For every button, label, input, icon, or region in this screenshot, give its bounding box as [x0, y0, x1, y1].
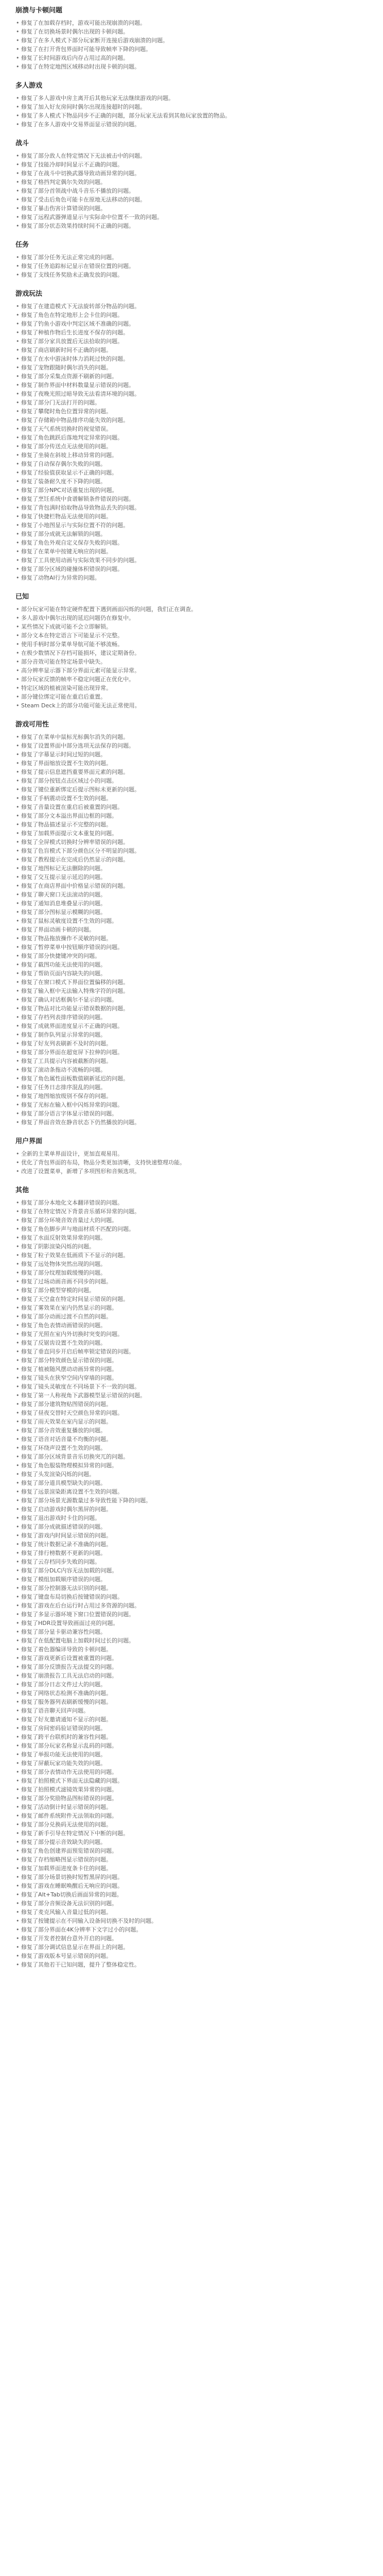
list-item: • 修复了通知消息堆叠显示的问题。 — [15, 899, 368, 908]
list-item: • 全新的主菜单界面设计，更加直观易用。 — [15, 1149, 368, 1158]
section-item-list — [15, 19, 368, 71]
list-item: • 修复了字幕显示时间过短的问题。 — [15, 750, 368, 759]
list-item: • 修复了界面音效在静音状态下仍然播放的问题。 — [15, 1118, 368, 1127]
list-item: • 修复了部分敌人在特定情况下无法被击中的问题。 — [15, 151, 368, 160]
list-item: • 部分键位绑定可能在重启后重置。 — [15, 692, 368, 701]
list-item: • 修复了部分道具模型缺失的问题。 — [15, 1479, 368, 1487]
list-item: • 修复了排行榜数据不更新的问题。 — [15, 1549, 368, 1557]
section-item-list — [15, 302, 368, 582]
section-item-list — [15, 605, 368, 710]
list-item: • 修复了头发渲染闪烁的问题。 — [15, 1470, 368, 1479]
list-item: • 修复了在打开背包界面时可能导致帧率下降的问题。 — [15, 45, 368, 54]
list-item: • 修复了雨天效果在室内显示的问题。 — [15, 1417, 368, 1426]
list-item: • 修复了崩溃报告工具无法启动的问题。 — [15, 1671, 368, 1680]
list-item: • 修复了背包满时拾取物品导致物品丢失的问题。 — [15, 503, 368, 512]
list-item: • 修复了物品描述显示不完整的问题。 — [15, 820, 368, 829]
list-item: • 修复了加载界面进度条卡住的问题。 — [15, 1864, 368, 1873]
list-item: • 修复了界面缩放设置不生效的问题。 — [15, 759, 368, 768]
list-item: • 修复了云存档同步失败的问题。 — [15, 1557, 368, 1566]
list-item: • 修复了任务日志排序混乱的问题。 — [15, 1083, 368, 1092]
list-item: • 修复了模组加载顺序错误的问题。 — [15, 1575, 368, 1584]
list-item: • 修复了角色创建界面预览错误的问题。 — [15, 1846, 368, 1855]
section-title: 战斗 — [15, 140, 29, 147]
list-item: • 修复了部分界面在超宽屏下拉伸的问题。 — [15, 1048, 368, 1057]
list-item: • 在极少数情况下存档可能损坏，建议定期备份。 — [15, 649, 368, 657]
list-item: • 修复了在多人游戏中交易界面显示错误的问题。 — [15, 120, 368, 129]
list-item: • 修复了在水中游泳时体力消耗过快的问题。 — [15, 354, 368, 363]
list-item: • 修复了过场动画音画不同步的问题。 — [15, 1277, 368, 1286]
list-item: • 修复了部分任务无法正常完成的问题。 — [15, 253, 368, 262]
section-item-list — [15, 1198, 368, 1969]
list-item: • 修复了部分文本溢出界面边框的问题。 — [15, 811, 368, 820]
list-item: • 部分玩家可能在特定硬件配置下遇到画面闪烁的问题，我们正在调查。 — [15, 605, 368, 614]
section-item-list — [15, 733, 368, 1127]
list-item: • 修复了镜头灵敏度在不同场景下不一致的问题。 — [15, 1382, 368, 1391]
list-item: • 部分玩家反馈的帧率不稳定问题正在优化中。 — [15, 675, 368, 684]
list-item: • 修复了部分图标显示模糊的问题。 — [15, 908, 368, 917]
list-item: • 修复了多人模式下物品同步不正确的问题，部分玩家无法看到其他玩家放置的物品。 — [15, 111, 368, 120]
list-item: • 修复了部分提示音效缺失的问题。 — [15, 1838, 368, 1846]
list-item: • 修复了远程武器弹道显示与实际命中位置不一致的问题。 — [15, 213, 368, 222]
list-item: • 修复了远处物体突然出现的问题。 — [15, 1260, 368, 1268]
list-item: • 修复了教程提示在完成后仍然显示的问题。 — [15, 855, 368, 864]
list-item: • 修复了键位重新绑定后提示图标未更新的问题。 — [15, 785, 368, 794]
list-item: • 修复了部分门无法打开的问题。 — [15, 398, 368, 407]
list-item: • 修复了鼠标灵敏度设置不生效的问题。 — [15, 917, 368, 925]
list-item: • 修复了好友列表刷新不及时的问题。 — [15, 1039, 368, 1048]
list-item: • 修复了Alt+Tab切换后画面异常的问题。 — [15, 1890, 368, 1899]
list-item: • 修复了多显示器环境下窗口位置错误的问题。 — [15, 1610, 368, 1619]
list-item: • 修复了音量设置在重启后被重置的问题。 — [15, 803, 368, 811]
section-title: 用户界面 — [15, 1138, 43, 1145]
section-item-list — [15, 151, 368, 230]
section — [15, 81, 368, 129]
section — [15, 1137, 368, 1176]
list-item: • 修复了语音聊天回声问题。 — [15, 1706, 368, 1715]
section-item-list — [15, 94, 368, 129]
list-item: • 修复了部分显卡驱动兼容性问题。 — [15, 1628, 368, 1636]
list-item: • 修复了部分DLC内容无法加载的问题。 — [15, 1566, 368, 1575]
list-item: • 修复了格挡判定偶尔失效的问题。 — [15, 178, 368, 187]
list-item: • 修复了角色属性面板数值刷新延迟的问题。 — [15, 1074, 368, 1083]
section-title: 已知 — [15, 593, 29, 601]
list-item: • 修复了部分玩家名称显示乱码的问题。 — [15, 1741, 368, 1750]
section — [15, 241, 368, 279]
list-item: • 修复了部分建筑物贴图错误的问题。 — [15, 1400, 368, 1409]
list-item: • 修复了支线任务奖励未正确发放的问题。 — [15, 270, 368, 279]
list-item: • 修复了部分控制器无法识别的问题。 — [15, 1584, 368, 1592]
list-item: • 修复了在窗口模式下界面位置偏移的问题。 — [15, 978, 368, 987]
section-title: 游戏玩法 — [15, 290, 43, 298]
list-item: • 修复了暴击伤害计算错误的问题。 — [15, 204, 368, 213]
list-item: • 修复了其他若干已知问题，提升了整体稳定性。 — [15, 1960, 368, 1969]
list-item: • 修复了夜晚光照过暗导致无法看清环境的问题。 — [15, 389, 368, 398]
section-item-list — [15, 253, 368, 279]
list-item: • 修复了在低配置电脑上加载时间过长的问题。 — [15, 1636, 368, 1645]
list-item: • 修复了物品拖放操作不灵敏的问题。 — [15, 934, 368, 943]
section-title: 多人游戏 — [15, 82, 43, 90]
list-item: • 修复了地图缩放级别不保存的问题。 — [15, 1092, 368, 1100]
list-item: • 修复了跨平台联机时的兼容性问题。 — [15, 1733, 368, 1741]
list-item: • 部分文本在特定语言下可能显示不完整。 — [15, 631, 368, 640]
list-item: • 高分辨率显示器下部分界面元素可能显示异常。 — [15, 666, 368, 675]
list-item: • 修复了部分奖励物品图标错误的问题。 — [15, 1794, 368, 1803]
list-item: • 修复了设置界面中部分选项无法保存的问题。 — [15, 741, 368, 750]
list-item: • 修复了邮件系统附件无法领取的问题。 — [15, 1811, 368, 1820]
list-item: • 修复了部分首领战中战斗音乐不播放的问题。 — [15, 187, 368, 195]
list-item: • 修复了商店刷新时间不正确的问题。 — [15, 346, 368, 354]
list-item: • 修复了存档缩略图显示错误的问题。 — [15, 1855, 368, 1864]
list-item: • 修复了角色服装物理模拟异常的问题。 — [15, 1461, 368, 1470]
list-item: • 修复了网络状态检测不准确的问题。 — [15, 1689, 368, 1698]
list-item: • 修复了经验值获取显示不正确的问题。 — [15, 468, 368, 477]
list-item: • 修复了在特定地图区域移动时出现卡顿的问题。 — [15, 62, 368, 71]
list-item: • 修复了部分快捷键冲突的问题。 — [15, 952, 368, 960]
list-item: • 修复了在特定情况下背景音乐循环异常的问题。 — [15, 1207, 368, 1216]
section — [15, 139, 368, 230]
list-item: • 修复了部分采集点资源不刷新的问题。 — [15, 372, 368, 381]
list-item: • 修复了举报功能无法使用的问题。 — [15, 1750, 368, 1759]
list-item: • 修复了垂直同步开启后帧率锁定错误的问题。 — [15, 1347, 368, 1356]
list-item: • 修复了色盲模式下部分颜色区分不明显的问题。 — [15, 846, 368, 855]
list-item: • 修复了地图标记无法删除的问题。 — [15, 864, 368, 873]
list-item: • 修复了技能冷却时间显示不正确的问题。 — [15, 160, 368, 169]
list-item: • 修复了存储箱中物品排序功能失效的问题。 — [15, 416, 368, 425]
list-item: • 修复了受击后角色可能卡在原地无法移动的问题。 — [15, 195, 368, 204]
list-item: • 修复了暂停菜单中按钮顺序错误的问题。 — [15, 943, 368, 952]
list-item: • 修复了部分语言字体显示错误的问题。 — [15, 1109, 368, 1118]
list-item: • 修复了角色脚步声与地面材质不匹配的问题。 — [15, 1225, 368, 1233]
list-item: • 修复了在多人模式下部分玩家断开连接后游戏崩溃的问题。 — [15, 36, 368, 45]
list-item: • 修复了按键提示在不同输入设备间切换不及时的问题。 — [15, 1917, 368, 1925]
list-item: • 修复了制作界面中材料数量显示错误的问题。 — [15, 381, 368, 389]
list-item: • 修复了粒子效果在低画质下不显示的问题。 — [15, 1251, 368, 1260]
list-item: • 修复了坐骑在斜坡上移动异常的问题。 — [15, 451, 368, 460]
list-item: • 修复了语音对话音量不均衡的问题。 — [15, 1435, 368, 1444]
list-item: • 修复了房间密码验证错误的问题。 — [15, 1724, 368, 1733]
list-item: • 修复了部分音频设备无法识别的问题。 — [15, 1899, 368, 1908]
list-item: • 修复了输入框中无法输入特殊字符的问题。 — [15, 987, 368, 995]
section — [15, 290, 368, 582]
list-item: • 修复了游戏内时间显示错误的问题。 — [15, 1531, 368, 1540]
list-item: • 修复了游戏在后台运行时占用过多资源的问题。 — [15, 1601, 368, 1610]
list-item: • 修复了统计数据记录不准确的问题。 — [15, 1540, 368, 1549]
list-item: • 修复了游戏版本号显示错误的问题。 — [15, 1952, 368, 1960]
list-item: • 修复了远景渲染距离设置不生效的问题。 — [15, 1487, 368, 1496]
list-item: • 修复了部分状态效果持续时间不正确的问题。 — [15, 222, 368, 230]
list-item: • 修复了部分纹理加载缓慢的问题。 — [15, 1268, 368, 1277]
list-item: • 部分音效可能在特定场景中缺失。 — [15, 657, 368, 666]
list-item: • 修复了在战斗中切换武器导致动画异常的问题。 — [15, 169, 368, 178]
list-item: • Steam Deck上的部分功能可能无法正常使用。 — [15, 701, 368, 710]
list-item: • 修复了部分环境音效音量过大的问题。 — [15, 1216, 368, 1225]
list-item: • 修复了确认对话框偶尔不显示的问题。 — [15, 995, 368, 1004]
list-item: • 修复了退出游戏时卡住的问题。 — [15, 1514, 368, 1522]
list-item: • 修复了服务器列表刷新缓慢的问题。 — [15, 1698, 368, 1706]
list-item: • 改进了设置菜单，新增了多项图形和音频选项。 — [15, 1167, 368, 1176]
list-item: • 修复了加入好友房间时偶尔出现连接超时的问题。 — [15, 103, 368, 111]
list-item: • 修复了部分传送点无法使用的问题。 — [15, 442, 368, 451]
list-item: • 修复了部分场景切换时短暂黑屏的问题。 — [15, 1873, 368, 1882]
list-item: • 修复了在菜单中按键无响应的问题。 — [15, 547, 368, 556]
list-item: • 修复了存档列表排序错误的问题。 — [15, 1013, 368, 1022]
list-item: • 修复了光标在输入框中闪烁异常的问题。 — [15, 1100, 368, 1109]
list-item: • 修复了雾效果在室内仍然显示的问题。 — [15, 1303, 368, 1312]
list-item: • 修复了多人游戏中房主离开后其他玩家无法继续游戏的问题。 — [15, 94, 368, 103]
list-item: • 修复了小地图显示与实际位置不符的问题。 — [15, 521, 368, 530]
list-item: • 修复了帮助页面内容缺失的问题。 — [15, 969, 368, 978]
list-item: • 修复了手柄震动设置不生效的问题。 — [15, 794, 368, 803]
list-item: • 使用手柄时部分菜单导航可能不够流畅。 — [15, 640, 368, 649]
list-item: • 修复了动物AI行为异常的问题。 — [15, 573, 368, 582]
list-item: • 修复了好友邀请通知不显示的问题。 — [15, 1715, 368, 1724]
list-item: • 修复了部分日志文件过大的问题。 — [15, 1680, 368, 1689]
list-item: • 修复了拍照模式下界面无法隐藏的问题。 — [15, 1776, 368, 1785]
list-item: • 修复了部分模型穿模的问题。 — [15, 1286, 368, 1295]
section-title: 崩溃与卡顿问题 — [15, 7, 63, 14]
list-item: • 修复了加载界面提示文本重复的问题。 — [15, 829, 368, 838]
section-item-list — [15, 1149, 368, 1176]
list-item: • 修复了拍照模式滤镜效果异常的问题。 — [15, 1785, 368, 1794]
list-item: • 修复了活动倒计时显示错误的问题。 — [15, 1803, 368, 1811]
list-item: • 修复了HDR设置导致画面过亮的问题。 — [15, 1619, 368, 1628]
list-item: • 修复了环绕声设置不生效的问题。 — [15, 1444, 368, 1452]
list-item: • 修复了在商店界面中价格显示错误的问题。 — [15, 882, 368, 890]
list-item: • 修复了着色器编译导致的卡顿问题。 — [15, 1645, 368, 1654]
list-item: • 修复了钓鱼小游戏中判定区域不准确的问题。 — [15, 319, 368, 328]
list-item: • 修复了截图功能无法使用的问题。 — [15, 960, 368, 969]
list-item: • 修复了阴影渲染闪烁的问题。 — [15, 1242, 368, 1251]
list-item: • 某些情况下成就可能不会立即解锁。 — [15, 622, 368, 631]
list-item: • 修复了部分按钮点击区域过小的问题。 — [15, 776, 368, 785]
list-item: • 修复了在建造模式下无法旋转部分物品的问题。 — [15, 302, 368, 311]
list-item: • 修复了部分反馈报告无法提交的问题。 — [15, 1663, 368, 1671]
list-item: • 修复了部分家具放置后无法拾取的问题。 — [15, 337, 368, 346]
section — [15, 592, 368, 710]
list-item: • 修复了昼夜交替时天空颜色异常的问题。 — [15, 1409, 368, 1417]
list-item: • 修复了部分区域背景音乐切换突兀的问题。 — [15, 1452, 368, 1461]
list-item: • 修复了在加载存档时，游戏可能出现崩溃的问题。 — [15, 19, 368, 27]
list-item: • 修复了成就界面进度显示不正确的问题。 — [15, 1022, 368, 1030]
list-item: • 修复了镜头在狭窄空间内穿墙的问题。 — [15, 1374, 368, 1382]
list-item: • 修复了滚动条拖动不流畅的问题。 — [15, 1065, 368, 1074]
list-item: • 修复了天气系统切换时的视觉错误。 — [15, 425, 368, 433]
list-item: • 多人游戏中偶尔出现的延迟问题仍在修复中。 — [15, 614, 368, 622]
list-item: • 特定区域的植被渲染可能出现异常。 — [15, 684, 368, 692]
list-item: • 修复了屏蔽玩家功能失效的问题。 — [15, 1759, 368, 1768]
list-item: • 修复了任务追踪标记显示在错误位置的问题。 — [15, 262, 368, 270]
list-item: • 修复了植被随风摆动动画异常的问题。 — [15, 1365, 368, 1374]
list-item: • 修复了工具提示内容被截断的问题。 — [15, 1057, 368, 1065]
list-item: • 修复了角色外观自定义保存失败的问题。 — [15, 538, 368, 547]
list-item: • 修复了部分本地化文本翻译错误的问题。 — [15, 1198, 368, 1207]
list-item: • 修复了部分特效颜色显示错误的问题。 — [15, 1356, 368, 1365]
list-item: • 修复了在切换场景时偶尔出现的卡顿问题。 — [15, 27, 368, 36]
list-item: • 修复了烹饪系统中食谱解锁条件错误的问题。 — [15, 495, 368, 503]
list-item: • 修复了部分兑换码无法使用的问题。 — [15, 1820, 368, 1829]
list-item: • 修复了角色在特定地形上会卡住的问题。 — [15, 311, 368, 319]
list-item: • 修复了开发者控制台意外开启的问题。 — [15, 1934, 368, 1943]
list-item: • 修复了在菜单中鼠标光标偶尔消失的问题。 — [15, 733, 368, 741]
list-item: • 修复了启动游戏时偶尔黑屏的问题。 — [15, 1505, 368, 1514]
list-item: • 修复了天空盒在特定时间显示错误的问题。 — [15, 1295, 368, 1303]
list-item: • 修复了全屏模式切换时分辨率错误的问题。 — [15, 838, 368, 846]
list-item: • 修复了部分动画过渡不自然的问题。 — [15, 1312, 368, 1321]
list-item: • 修复了部分表情动作无法使用的问题。 — [15, 1768, 368, 1776]
list-item: • 修复了自动保存偶尔失败的问题。 — [15, 460, 368, 468]
list-item: • 修复了角色跳跃后落地判定异常的问题。 — [15, 433, 368, 442]
section — [15, 6, 368, 71]
section-title: 任务 — [15, 241, 29, 249]
list-item: • 修复了物品对比功能显示错误数据的问题。 — [15, 1004, 368, 1013]
list-item: • 修复了种植作物后生长进度不保存的问题。 — [15, 328, 368, 337]
list-item: • 优化了背包界面的布局，物品分类更加清晰，支持快速整理功能。 — [15, 1158, 368, 1167]
list-item: • 修复了第一人称视角下武器模型显示错误的问题。 — [15, 1391, 368, 1400]
section — [15, 720, 368, 1127]
list-item: • 修复了麦克风输入音量过低的问题。 — [15, 1908, 368, 1917]
list-item: • 修复了长时间游戏后内存占用过高的问题。 — [15, 54, 368, 62]
list-item: • 修复了部分成就描述错误的问题。 — [15, 1522, 368, 1531]
list-item: • 修复了部分场景光源数量过多导致性能下降的问题。 — [15, 1496, 368, 1505]
list-item: • 修复了装备耐久度不下降的问题。 — [15, 477, 368, 486]
list-item: • 修复了交互提示显示延迟的问题。 — [15, 873, 368, 882]
list-item: • 修复了工具使用动画与实际效果不同步的问题。 — [15, 556, 368, 565]
list-item: • 修复了角色表情动画错误的问题。 — [15, 1321, 368, 1330]
list-item: • 修复了部分NPC对话重复出现的问题。 — [15, 486, 368, 495]
list-item: • 修复了部分区域的碰撞体积错误的问题。 — [15, 565, 368, 573]
list-item: • 修复了界面动画卡顿的问题。 — [15, 925, 368, 934]
list-item: • 修复了部分成就无法解锁的问题。 — [15, 530, 368, 538]
list-item: • 修复了部分调试信息显示在界面上的问题。 — [15, 1943, 368, 1952]
list-item: • 修复了宠物跟随时偶尔消失的问题。 — [15, 363, 368, 372]
list-item: • 修复了键盘布局切换后按键错误的问题。 — [15, 1592, 368, 1601]
list-item: • 修复了提示信息遮挡重要界面元素的问题。 — [15, 768, 368, 776]
list-item: • 修复了部分界面在4K分辨率下文字过小的问题。 — [15, 1925, 368, 1934]
list-item: • 修复了制作队列显示异常的问题。 — [15, 1030, 368, 1039]
list-item: • 修复了攀爬时角色位置异常的问题。 — [15, 407, 368, 416]
list-item: • 修复了水面反射效果异常的问题。 — [15, 1233, 368, 1242]
list-item: • 修复了聊天窗口无法滚动的问题。 — [15, 890, 368, 899]
section-title: 其他 — [15, 1187, 29, 1194]
list-item: • 修复了反锯齿设置不生效的问题。 — [15, 1338, 368, 1347]
list-item: • 修复了光照在室内外切换时突变的问题。 — [15, 1330, 368, 1338]
list-item: • 修复了游戏在睡眠唤醒后无响应的问题。 — [15, 1882, 368, 1890]
list-item: • 修复了快捷栏物品无法使用的问题。 — [15, 512, 368, 521]
section-title: 游戏可用性 — [15, 721, 49, 728]
list-item: • 修复了游戏更新后设置被重置的问题。 — [15, 1654, 368, 1663]
list-item: • 修复了部分音效重复播放的问题。 — [15, 1426, 368, 1435]
section — [15, 1186, 368, 1969]
list-item: • 修复了新手引导在特定情况下中断的问题。 — [15, 1829, 368, 1838]
